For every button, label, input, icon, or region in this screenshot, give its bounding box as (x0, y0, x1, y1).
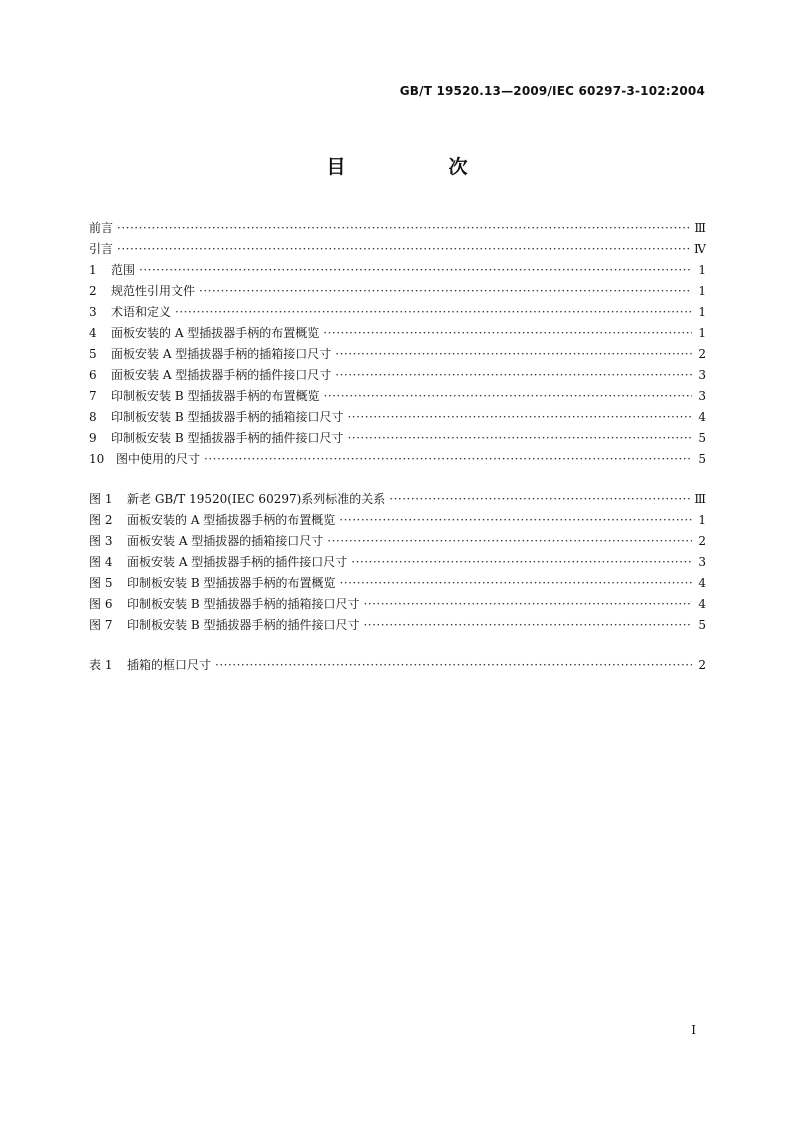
dot-leader (323, 326, 692, 340)
toc-entry[interactable] (89, 450, 706, 471)
toc-entry-number: 7 (89, 389, 97, 403)
toc-entry-label: 新老 GB/T 19520(IEC 60297)系列标准的关系 (127, 492, 386, 506)
toc-entry-label: 面板安装 A 型插拔器手柄的插件接口尺寸 (111, 368, 332, 382)
toc-entry-label: 面板安装 A 型插拔器的插箱接口尺寸 (127, 534, 324, 548)
toc-entry-page: 2 (698, 534, 706, 548)
toc-entry-number: 图 4 (89, 555, 113, 569)
toc-entry-page: 4 (698, 576, 706, 590)
toc-entry-page: 4 (698, 410, 706, 424)
toc-entry-label: 插箱的框口尺寸 (127, 658, 212, 672)
toc-entry-label: 印制板安装 B 型插拔器手柄的插箱接口尺寸 (127, 597, 360, 611)
toc-entry[interactable] (89, 387, 706, 408)
toc-entry-page: Ⅲ (694, 221, 706, 235)
toc-entry-page: 5 (698, 452, 706, 466)
toc-entry-number: 8 (89, 410, 97, 424)
toc-entry-label: 图中使用的尺寸 (116, 452, 201, 466)
dot-leader (339, 513, 692, 527)
toc-main-list (89, 219, 706, 471)
toc-entry-number: 1 (89, 263, 97, 277)
dot-leader (335, 368, 692, 382)
toc-entry[interactable] (89, 408, 706, 429)
toc-entry-label: 面板安装 A 型插拔器手柄的插件接口尺寸 (127, 555, 348, 569)
toc-entry-page: 3 (698, 555, 706, 569)
toc-entry-number: 图 3 (89, 534, 113, 548)
toc-entry-page: 5 (698, 431, 706, 445)
toc-entry-page: 1 (698, 326, 706, 340)
dot-leader (347, 431, 692, 445)
toc-entry-page: 2 (698, 347, 706, 361)
dot-leader (117, 242, 690, 256)
toc-entry-label: 印制板安装 B 型插拔器手柄的插件接口尺寸 (127, 618, 360, 632)
dot-leader (351, 555, 692, 569)
dot-leader (204, 452, 692, 466)
toc-entry-number: 图 2 (89, 513, 113, 527)
dot-leader (139, 263, 692, 277)
dot-leader (215, 658, 692, 672)
toc-entry[interactable] (89, 595, 706, 616)
toc-entry[interactable] (89, 366, 706, 387)
toc-entry[interactable] (89, 282, 706, 303)
toc-entry-page: Ⅳ (694, 242, 706, 256)
toc-tables-list (89, 656, 706, 677)
dot-leader (347, 410, 692, 424)
toc-entry-page: 3 (698, 368, 706, 382)
dot-leader (363, 618, 692, 632)
toc-entry-page: 5 (698, 618, 706, 632)
toc-entry-number: 图 7 (89, 618, 113, 632)
dot-leader (323, 389, 692, 403)
toc-entry-page: 1 (698, 513, 706, 527)
toc-entry-page: 1 (698, 305, 706, 319)
toc-entry-label: 印制板安装 B 型插拔器手柄的布置概览 (111, 389, 320, 403)
toc-entry-label: 印制板安装 B 型插拔器手柄的插件接口尺寸 (111, 431, 344, 445)
dot-leader (199, 284, 692, 298)
toc-entry[interactable] (89, 511, 706, 532)
toc-entry[interactable] (89, 429, 706, 450)
toc-entry-label: 前言 (89, 221, 114, 235)
dot-leader (339, 576, 692, 590)
toc-entry[interactable] (89, 553, 706, 574)
toc-entry[interactable] (89, 532, 706, 553)
toc-entry-label: 引言 (89, 242, 114, 256)
toc-entry[interactable] (89, 490, 706, 511)
toc-entry-label: 印制板安装 B 型插拔器手柄的插箱接口尺寸 (111, 410, 344, 424)
toc-entry-page: 1 (698, 284, 706, 298)
toc-entry[interactable] (89, 303, 706, 324)
toc-entry-label: 面板安装的 A 型插拔器手柄的布置概览 (111, 326, 320, 340)
page-number: Ⅰ (691, 1023, 696, 1037)
toc-entry-number: 图 6 (89, 597, 113, 611)
toc-entry[interactable] (89, 656, 706, 677)
toc-entry-number: 4 (89, 326, 97, 340)
toc-entry-label: 面板安装的 A 型插拔器手柄的布置概览 (127, 513, 336, 527)
toc-entry[interactable] (89, 345, 706, 366)
page-title: 目 次 (326, 156, 510, 178)
toc-entry-number: 图 5 (89, 576, 113, 590)
dot-leader (117, 221, 690, 235)
toc-entry-number: 表 1 (89, 658, 113, 672)
toc-entry-label: 印制板安装 B 型插拔器手柄的布置概览 (127, 576, 336, 590)
dot-leader (389, 492, 690, 506)
toc-entry[interactable] (89, 616, 706, 637)
toc-entry-number: 9 (89, 431, 97, 445)
dot-leader (335, 347, 692, 361)
toc-entry-number: 10 (89, 452, 105, 466)
toc-entry[interactable] (89, 574, 706, 595)
toc-entry-page: 2 (698, 658, 706, 672)
toc-entry-page: 1 (698, 263, 706, 277)
toc-entry-number: 5 (89, 347, 97, 361)
toc-figures-list (89, 490, 706, 637)
toc-entry-label: 范围 (111, 263, 136, 277)
toc-entry-number: 2 (89, 284, 97, 298)
dot-leader (327, 534, 692, 548)
toc-entry[interactable] (89, 324, 706, 345)
toc-entry-number: 6 (89, 368, 97, 382)
toc-entry[interactable] (89, 240, 706, 261)
toc-entry-label: 面板安装 A 型插拔器手柄的插箱接口尺寸 (111, 347, 332, 361)
toc-entry-page: Ⅲ (694, 492, 706, 506)
dot-leader (175, 305, 692, 319)
standard-code: GB/T 19520.13—2009/IEC 60297-3-102:2004 (399, 84, 705, 98)
toc-entry-number: 图 1 (89, 492, 113, 506)
toc-entry[interactable] (89, 261, 706, 282)
toc-entry-label: 规范性引用文件 (111, 284, 196, 298)
toc-entry-page: 3 (698, 389, 706, 403)
toc-entry-label: 术语和定义 (111, 305, 172, 319)
toc-entry-number: 3 (89, 305, 97, 319)
toc-entry-page: 4 (698, 597, 706, 611)
toc-entry[interactable] (89, 219, 706, 240)
dot-leader (363, 597, 692, 611)
